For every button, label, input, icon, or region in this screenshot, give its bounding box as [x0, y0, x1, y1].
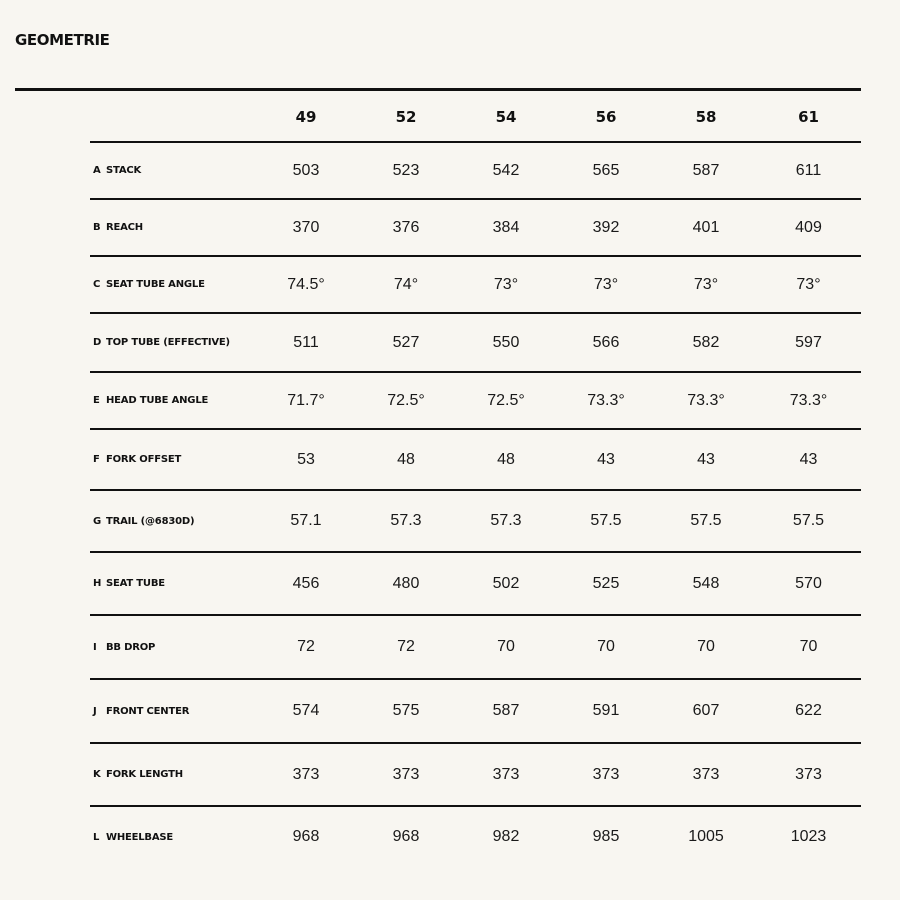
row-label [90, 222, 256, 233]
row-name: SEAT TUBE ANGLE [106, 279, 205, 290]
value-cell: 566 [592, 333, 620, 351]
value-cell: 57.3 [490, 512, 522, 529]
row-letter: A [93, 165, 101, 176]
value-cell: 373 [692, 765, 720, 783]
value-cell: 1023 [790, 828, 827, 845]
value-cell: 376 [392, 218, 420, 236]
value-cell: 373 [795, 765, 822, 783]
row-letter: J [93, 705, 97, 717]
value-cell: 70 [697, 638, 715, 655]
value-cell: 71.7° [287, 391, 325, 409]
value-cell: 565 [592, 161, 620, 179]
value-cell: 73.3° [587, 391, 625, 409]
row-name: FRONT CENTER [106, 705, 190, 717]
row-label [90, 395, 256, 406]
size-header: 58 [695, 108, 717, 126]
value-cell: 373 [492, 765, 520, 783]
page-title: GEOMETRIE [15, 31, 110, 49]
value-cell: 401 [692, 218, 720, 236]
table-row [90, 257, 861, 314]
row-name: WHEELBASE [106, 831, 174, 843]
value-cell: 70 [799, 638, 818, 655]
row-label [90, 516, 256, 527]
row-letter: B [93, 222, 101, 233]
value-cell: 611 [795, 161, 822, 179]
value-cell: 392 [592, 218, 620, 236]
value-cell: 582 [692, 333, 720, 351]
row-label [90, 578, 256, 589]
table-row [90, 143, 861, 200]
row-name: SEAT TUBE [106, 578, 165, 589]
value-cell: 968 [292, 828, 320, 845]
value-cell: 74.5° [287, 275, 325, 293]
value-cell: 968 [392, 828, 420, 845]
row-name: FORK LENGTH [106, 769, 183, 780]
value-cell: 48 [497, 450, 515, 468]
value-cell: 73° [593, 275, 619, 293]
row-letter: K [93, 769, 101, 780]
value-cell: 43 [697, 450, 715, 468]
value-cell: 74° [393, 275, 419, 293]
table-row [90, 553, 861, 616]
value-cell: 43 [597, 450, 615, 468]
table-row [90, 314, 861, 373]
value-cell: 570 [795, 574, 822, 592]
value-cell: 73° [693, 275, 719, 293]
value-cell: 73.3° [687, 391, 725, 409]
row-label [90, 642, 256, 653]
value-cell: 982 [492, 828, 520, 845]
value-cell: 70 [597, 638, 615, 655]
size-header: 52 [395, 108, 417, 126]
value-cell: 43 [799, 450, 818, 468]
table-row [90, 616, 861, 680]
value-cell: 57.5 [690, 512, 722, 529]
row-name: HEAD TUBE ANGLE [106, 395, 209, 406]
value-cell: 1005 [688, 828, 724, 845]
table-row [90, 491, 861, 553]
table-row [90, 807, 861, 867]
value-cell: 503 [292, 161, 320, 179]
value-cell: 511 [293, 333, 319, 351]
value-cell: 587 [692, 161, 720, 179]
value-cell: 527 [392, 333, 420, 351]
value-cell: 72.5° [487, 391, 525, 409]
row-label [90, 279, 256, 290]
value-cell: 70 [497, 638, 515, 655]
value-cell: 409 [795, 218, 822, 236]
value-cell: 985 [592, 828, 620, 845]
value-cell: 622 [795, 702, 822, 719]
value-cell: 53 [297, 450, 315, 468]
value-cell: 587 [492, 702, 520, 719]
value-cell: 57.5 [792, 512, 825, 529]
value-cell: 370 [292, 218, 320, 236]
row-label [90, 337, 256, 348]
value-cell: 57.3 [390, 512, 422, 529]
row-label [90, 832, 256, 843]
row-name: STACK [106, 165, 142, 176]
row-name: BB DROP [106, 641, 156, 653]
geometry-table [90, 91, 861, 867]
row-letter: H [93, 578, 102, 589]
value-cell: 574 [292, 702, 320, 719]
table-row [90, 744, 861, 807]
value-cell: 57.5 [590, 512, 622, 529]
size-header: 56 [595, 108, 617, 126]
row-letter: E [93, 395, 100, 406]
table-header-row [90, 91, 861, 143]
value-cell: 550 [492, 333, 520, 351]
value-cell: 373 [592, 765, 620, 783]
value-cell: 73° [493, 275, 519, 293]
value-cell: 542 [492, 161, 520, 179]
table-row [90, 200, 861, 257]
row-letter: G [93, 515, 102, 527]
table-row [90, 430, 861, 491]
row-label [90, 769, 256, 780]
value-cell: 575 [392, 702, 420, 719]
table-row [90, 373, 861, 430]
value-cell: 456 [292, 574, 320, 592]
value-cell: 72 [297, 638, 315, 655]
row-label [90, 706, 256, 717]
value-cell: 480 [392, 574, 420, 592]
value-cell: 373 [292, 765, 320, 783]
value-cell: 48 [397, 450, 415, 468]
row-label [90, 454, 256, 465]
value-cell: 373 [392, 765, 420, 783]
table-row [90, 680, 861, 744]
value-cell: 591 [592, 702, 620, 719]
row-name: REACH [106, 222, 143, 233]
row-letter: D [93, 337, 102, 348]
value-cell: 73.3° [789, 391, 828, 409]
value-cell: 523 [392, 161, 420, 179]
size-header: 54 [495, 108, 517, 126]
value-cell: 72 [397, 638, 415, 655]
row-letter: L [93, 831, 100, 843]
value-cell: 384 [492, 218, 520, 236]
value-cell: 57.1 [290, 512, 322, 529]
value-cell: 548 [692, 574, 720, 592]
row-letter: I [93, 641, 97, 653]
row-name: TRAIL (@6830D) [106, 515, 195, 527]
value-cell: 525 [592, 574, 620, 592]
value-cell: 73° [796, 275, 821, 293]
row-name: TOP TUBE (EFFECTIVE) [106, 337, 230, 348]
row-letter: C [93, 279, 101, 290]
row-name: FORK OFFSET [106, 454, 182, 465]
size-header: 49 [295, 108, 317, 126]
value-cell: 607 [692, 702, 720, 719]
row-letter: F [93, 454, 100, 465]
value-cell: 502 [492, 574, 520, 592]
size-header: 61 [798, 108, 819, 126]
value-cell: 597 [795, 333, 822, 351]
value-cell: 72.5° [387, 391, 425, 409]
row-label [90, 165, 256, 176]
